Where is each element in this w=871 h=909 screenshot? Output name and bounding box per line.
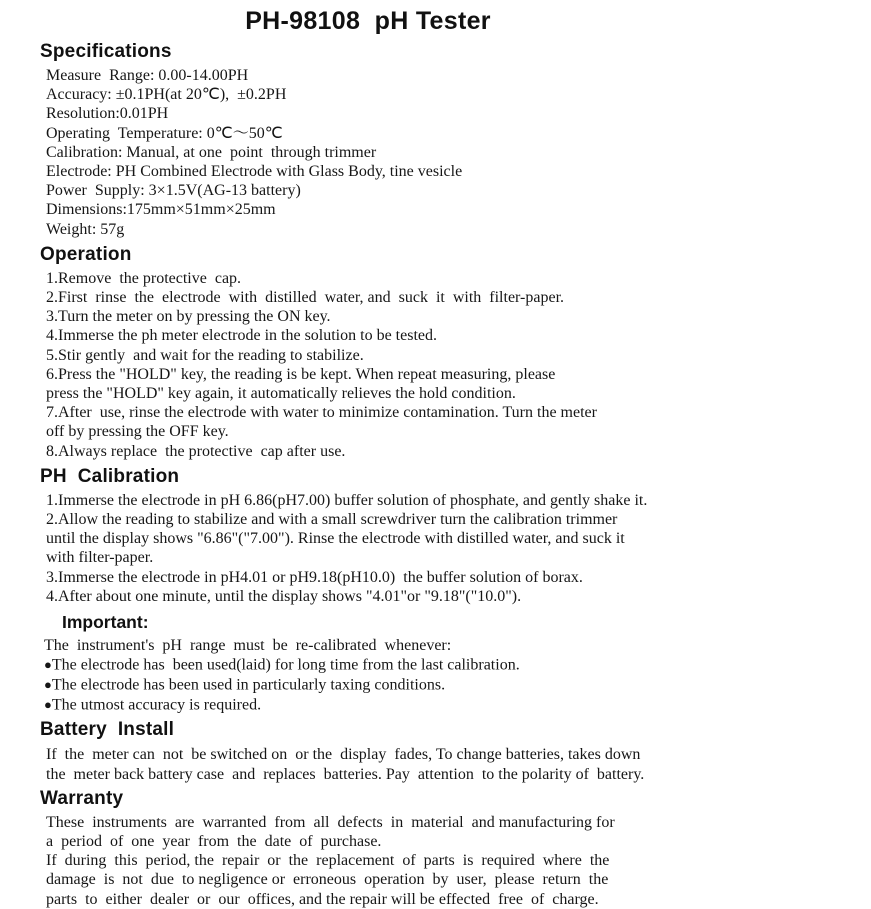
operation-step: 1.Remove the protective cap. (46, 269, 242, 287)
spec-line: Operating Temperature: 0℃～50℃ (46, 124, 283, 142)
section-heading-battery-install: Battery Install (40, 719, 175, 741)
important-bullet-item (44, 695, 835, 715)
warranty-text-line: parts to either dealer or our offices, and the repair will be effected free of charge. (46, 890, 599, 908)
operation-step: 8.Always replace the protective cap after use. (46, 442, 346, 460)
operation-step: 3.Turn the meter on by pressing the ON key. (46, 308, 331, 326)
operation-step: 5.Stir gently and wait for the reading to stabilize. (46, 346, 364, 364)
section-heading-warranty: Warranty (40, 787, 124, 809)
document-page (0, 7, 871, 909)
section-heading-operation: Operation (40, 243, 132, 265)
battery-text-line: the meter back battery case and replaces batteries. Pay attention to the polarity of battery. (46, 765, 645, 783)
calibration-step: until the display shows "6.86"("7.00"). Rinse the electrode with distilled water, and suck it (46, 530, 625, 548)
spec-line: Resolution:0.01PH (46, 105, 169, 123)
spec-line: Measure Range: 0.00-14.00PH (46, 67, 249, 84)
bullet-icon: ● (44, 696, 52, 712)
calibration-step: 3.Immerse the electrode in pH4.01 or pH9.18(pH10.0) the buffer solution of borax. (46, 568, 583, 586)
important-bullet-item (44, 655, 835, 675)
bullet-icon: ● (44, 657, 52, 673)
important-intro: The instrument's pH range must be re-calibrated whenever: (44, 637, 452, 655)
section-heading-specifications: Specifications (40, 41, 172, 62)
calibration-step: 2.Allow the reading to stabilize and with a small screwdriver turn the calibration trimmer (46, 511, 618, 529)
warranty-text-line: These instruments are warranted from all defects in material and manufacturing for (46, 813, 615, 831)
spec-line: Weight: 57g (46, 220, 125, 238)
calibration-step: 1.Immerse the electrode in pH 6.86(pH7.00) buffer solution of phosphate, and gently shake it. (46, 491, 648, 509)
calibration-step: with filter-paper. (46, 549, 154, 567)
warranty-text-line: damage is not due to negligence or erroneous operation by user, please return the (46, 871, 609, 889)
bullet-icon: ● (44, 676, 52, 692)
warranty-text-line: a period of one year from the date of purchase. (46, 833, 382, 850)
spec-line: Calibration: Manual, at one point through trimmer (46, 143, 377, 161)
page-title: PH-98108 pH Tester (245, 7, 491, 35)
operation-step: 6.Press the "HOLD" key, the reading is be kept. When repeat measuring, please (46, 365, 556, 383)
battery-text-line: If the meter can not be switched on or the display fades, To change batteries, takes down (46, 746, 641, 764)
warranty-text-line: If during this period, the repair or the replacement of parts is required where the (46, 852, 610, 870)
operation-step: off by pressing the OFF key. (46, 423, 229, 441)
spec-line: Power Supply: 3×1.5V(AG-13 battery) (46, 182, 301, 200)
important-bullet-item (44, 675, 835, 695)
important-bullet-text: The utmost accuracy is required. (51, 696, 262, 714)
operation-step: 2.First rinse the electrode with distilled water, and suck it with filter-paper. (46, 289, 565, 307)
operation-step: 4.Immerse the ph meter electrode in the solution to be tested. (46, 327, 437, 345)
calibration-step: 4.After about one minute, until the display shows "4.01"or "9.18"("10.0"). (46, 587, 522, 605)
operation-step: press the "HOLD" key again, it automatically relieves the hold condition. (46, 385, 516, 403)
spec-line: Electrode: PH Combined Electrode with Glass Body, tine vesicle (46, 163, 463, 181)
spec-line: Accuracy: ±0.1PH(at 20℃), ±0.2PH (46, 86, 287, 104)
spec-line: Dimensions:175mm×51mm×25mm (46, 201, 276, 219)
important-bullet-text: The electrode has been used in particularly taxing conditions. (51, 676, 446, 694)
sub-heading-important: Important: (62, 612, 149, 633)
section-heading-ph-calibration: PH Calibration (40, 465, 180, 487)
operation-step: 7.After use, rinse the electrode with water to minimize contamination. Turn the meter (46, 404, 597, 422)
important-bullet-text: The electrode has been used(laid) for long time from the last calibration. (51, 656, 520, 674)
